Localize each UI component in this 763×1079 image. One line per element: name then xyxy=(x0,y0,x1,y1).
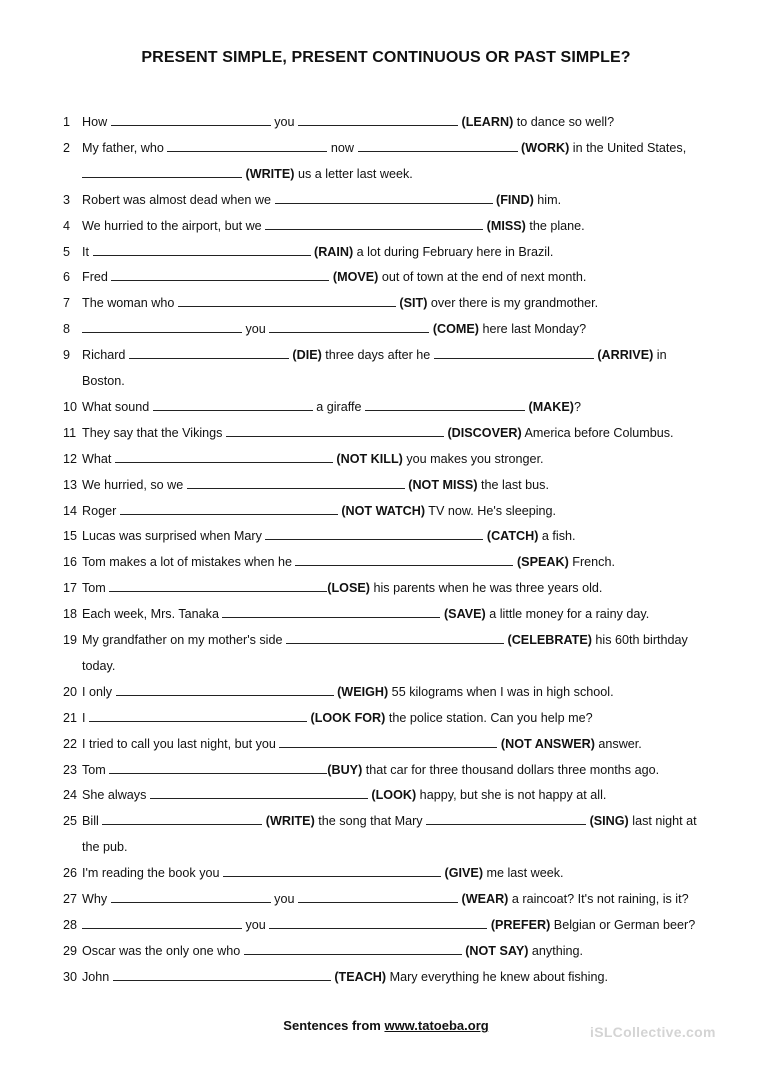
sentence-text: you xyxy=(270,115,299,129)
item-number: 7 xyxy=(63,296,71,311)
verb-prompt: (WEAR) xyxy=(461,892,509,906)
answer-blank[interactable] xyxy=(93,245,311,256)
answer-blank[interactable] xyxy=(223,866,441,877)
sentence-text: a lot during February here in Brazil. xyxy=(353,244,554,259)
sentence-text: We hurried to the airport, but we xyxy=(82,218,266,233)
exercise-item xyxy=(63,580,602,596)
sentence-text: Why xyxy=(82,892,111,906)
answer-blank[interactable] xyxy=(295,555,513,566)
item-number: 23 xyxy=(63,762,78,777)
answer-blank[interactable] xyxy=(286,633,504,644)
answer-blank[interactable] xyxy=(109,763,327,774)
sentence-text: a little money for a rainy day. xyxy=(485,607,650,622)
footer-prefix: Sentences from xyxy=(283,1018,385,1033)
sentence-text: his parents when he was three years old. xyxy=(369,581,603,596)
exercise-item-continuation xyxy=(63,839,128,855)
item-number: 30 xyxy=(63,969,78,984)
item-number: 11 xyxy=(63,425,77,440)
exercise-item xyxy=(63,554,615,570)
answer-blank[interactable] xyxy=(187,478,405,489)
item-number: 15 xyxy=(63,529,78,544)
answer-blank[interactable] xyxy=(226,426,444,437)
verb-prompt: (DISCOVER) xyxy=(447,425,522,440)
sentence-text: you xyxy=(270,892,298,906)
sentence-text: Tom xyxy=(82,581,110,596)
exercise-item-continuation xyxy=(63,166,413,182)
answer-blank[interactable] xyxy=(129,348,289,359)
item-number: 10 xyxy=(63,399,78,414)
verb-prompt: (BUY) xyxy=(327,762,363,777)
answer-blank[interactable] xyxy=(109,581,327,592)
exercise-item xyxy=(63,736,642,752)
exercise-item xyxy=(63,917,695,933)
sentence-text: What sound xyxy=(82,399,153,414)
verb-prompt: (NOT WATCH) xyxy=(341,503,426,518)
item-number: 21 xyxy=(63,710,78,725)
verb-prompt: (LOOK) xyxy=(371,788,417,803)
verb-prompt: (FIND) xyxy=(496,192,534,207)
sentence-text: John xyxy=(82,969,113,984)
answer-blank[interactable] xyxy=(116,685,334,696)
exercise-item xyxy=(63,321,586,337)
sentence-text: Roger xyxy=(82,503,120,518)
item-number: 26 xyxy=(63,866,78,881)
exercise-item-continuation xyxy=(63,658,115,674)
sentence-text: It xyxy=(82,244,93,259)
answer-blank[interactable] xyxy=(115,452,333,463)
verb-prompt: (LEARN) xyxy=(461,115,514,129)
verb-prompt: (MISS) xyxy=(486,218,526,233)
answer-blank[interactable] xyxy=(150,788,368,799)
verb-prompt: (WRITE) xyxy=(265,814,315,829)
sentence-text: the song that Mary xyxy=(314,814,427,829)
sentence-text: here last Monday? xyxy=(478,322,587,337)
sentence-text: today. xyxy=(82,658,116,673)
exercise-item xyxy=(63,787,606,803)
sentence-text: now xyxy=(327,140,358,155)
answer-blank[interactable] xyxy=(275,193,493,204)
sentence-text: How xyxy=(82,115,111,129)
sentence-text: you xyxy=(242,917,270,932)
verb-prompt: (WRITE) xyxy=(245,166,295,181)
verb-prompt: (SIT) xyxy=(399,296,428,311)
sentence-text: the pub. xyxy=(82,840,128,855)
item-number: 14 xyxy=(63,503,78,518)
sentence-text: answer. xyxy=(594,736,642,751)
sentence-text: a raincoat? It's not raining, is it? xyxy=(508,892,689,906)
answer-blank[interactable] xyxy=(120,504,338,515)
answer-blank[interactable] xyxy=(269,918,487,929)
verb-prompt: (WORK) xyxy=(521,140,570,155)
sentence-text: the police station. Can you help me? xyxy=(385,710,593,725)
answer-blank[interactable] xyxy=(279,737,497,748)
answer-blank[interactable] xyxy=(82,167,242,178)
answer-blank[interactable] xyxy=(82,322,242,333)
verb-prompt: (SING) xyxy=(589,814,629,829)
answer-blank[interactable] xyxy=(178,296,396,307)
sentence-text: his 60th birthday xyxy=(591,633,688,647)
answer-blank[interactable] xyxy=(222,607,440,618)
item-number: 20 xyxy=(63,684,78,699)
exercise-item xyxy=(63,295,598,311)
verb-prompt: (DIE) xyxy=(292,348,322,363)
sentence-text: me last week. xyxy=(483,866,564,881)
answer-blank[interactable] xyxy=(365,400,525,411)
source-link[interactable]: www.tatoeba.org xyxy=(384,1018,489,1033)
sentence-text: to dance so well? xyxy=(513,115,615,129)
verb-prompt: (NOT ANSWER) xyxy=(500,736,595,751)
exercise-item xyxy=(63,943,583,959)
sentence-text: him. xyxy=(533,192,562,207)
sentence-text: Fred xyxy=(82,270,112,285)
verb-prompt: (COME) xyxy=(432,322,479,337)
exercise-item xyxy=(63,399,581,415)
item-number: 2 xyxy=(63,140,71,155)
exercise-item xyxy=(63,684,614,700)
exercise-item xyxy=(63,865,564,881)
verb-prompt: (SPEAK) xyxy=(516,555,569,570)
answer-blank[interactable] xyxy=(82,918,242,929)
exercise-item xyxy=(63,269,586,285)
sentence-text: My grandfather on my mother's side xyxy=(82,633,286,647)
item-number: 18 xyxy=(63,607,78,622)
sentence-text: She always xyxy=(82,788,150,803)
verb-prompt: (CELEBRATE) xyxy=(507,633,592,647)
item-number: 5 xyxy=(63,244,71,259)
verb-prompt: (MAKE) xyxy=(528,399,574,414)
answer-blank[interactable] xyxy=(244,944,462,955)
item-number: 19 xyxy=(63,633,78,647)
item-number: 1 xyxy=(63,115,71,129)
answer-blank[interactable] xyxy=(89,711,307,722)
sentence-text: 55 kilograms when I was in high school. xyxy=(388,684,614,699)
verb-prompt: (WEIGH) xyxy=(337,684,389,699)
verb-prompt: (NOT MISS) xyxy=(408,477,478,492)
exercise-item xyxy=(63,451,544,467)
sentence-text: last night at xyxy=(628,814,697,829)
sentence-text: happy, but she is not happy at all. xyxy=(416,788,607,803)
answer-blank[interactable] xyxy=(434,348,594,359)
item-number: 9 xyxy=(63,348,71,363)
exercise-item xyxy=(63,503,556,519)
item-number: 28 xyxy=(63,917,78,932)
sentence-text: I only xyxy=(82,684,116,699)
answer-blank[interactable] xyxy=(111,270,329,281)
exercise-item xyxy=(63,192,561,208)
exercise-item xyxy=(63,969,608,985)
exercise-item xyxy=(63,114,614,130)
verb-prompt: (ARRIVE) xyxy=(597,348,654,363)
verb-prompt: (MOVE) xyxy=(332,270,379,285)
sentence-text: us a letter last week. xyxy=(294,166,413,181)
exercise-item xyxy=(63,710,593,726)
sentence-text: I xyxy=(82,710,89,725)
item-number: 24 xyxy=(63,788,78,803)
exercise-item xyxy=(63,762,659,778)
verb-prompt: (TEACH) xyxy=(334,969,387,984)
sentence-text: three days after he xyxy=(321,348,434,363)
verb-prompt: (SAVE) xyxy=(443,607,486,622)
worksheet-title: PRESENT SIMPLE, PRESENT CONTINUOUS OR PAST SIMPLE? xyxy=(141,49,631,66)
item-number: 29 xyxy=(63,943,78,958)
sentence-text: We hurried, so we xyxy=(82,477,187,492)
answer-blank[interactable] xyxy=(265,529,483,540)
item-number: 22 xyxy=(63,736,78,751)
sentence-text: Bill xyxy=(82,814,103,829)
sentence-text: Mary everything he knew about fishing. xyxy=(386,969,608,984)
sentence-text: Tom makes a lot of mistakes when he xyxy=(82,555,296,570)
item-number: 17 xyxy=(63,581,78,596)
exercise-item xyxy=(63,813,697,829)
exercise-item xyxy=(63,477,549,493)
exercise-item xyxy=(63,606,649,622)
sentence-text: anything. xyxy=(528,943,584,958)
answer-blank[interactable] xyxy=(111,115,271,126)
verb-prompt: (CATCH) xyxy=(486,529,539,544)
verb-prompt: (RAIN) xyxy=(314,244,354,259)
answer-blank[interactable] xyxy=(167,141,327,152)
exercise-item xyxy=(63,632,688,648)
sentence-text: My father, who xyxy=(82,140,168,155)
verb-prompt: (LOSE) xyxy=(327,581,370,596)
sentence-text: ? xyxy=(573,399,581,414)
sentence-text: in the United States, xyxy=(569,140,687,155)
sentence-text: a fish. xyxy=(538,529,576,544)
answer-blank[interactable] xyxy=(111,892,271,903)
exercise-item xyxy=(63,218,585,234)
answer-blank[interactable] xyxy=(269,322,429,333)
item-number: 12 xyxy=(63,451,78,466)
sentence-text: Each week, Mrs. Tanaka xyxy=(82,607,223,622)
sentence-text: The woman who xyxy=(82,296,178,311)
verb-prompt: (NOT SAY) xyxy=(465,943,529,958)
answer-blank[interactable] xyxy=(102,814,262,825)
sentence-text: French. xyxy=(568,555,615,570)
sentence-text: Oscar was the only one who xyxy=(82,943,244,958)
sentence-text: I'm reading the book you xyxy=(82,866,224,881)
exercise-item xyxy=(63,891,689,907)
answer-blank[interactable] xyxy=(113,970,331,981)
site-watermark: iSLCollective.com xyxy=(590,1024,716,1040)
sentence-text: in xyxy=(653,348,667,363)
sentence-text: out of town at the end of next month. xyxy=(378,270,587,285)
exercise-item xyxy=(63,425,674,441)
exercise-item xyxy=(63,244,553,260)
sentence-text: Lucas was surprised when Mary xyxy=(82,529,266,544)
answer-blank[interactable] xyxy=(153,400,313,411)
exercise-item xyxy=(63,528,576,544)
answer-blank[interactable] xyxy=(358,141,518,152)
item-number: 3 xyxy=(63,192,71,207)
sentence-text: Boston. xyxy=(82,374,125,388)
answer-blank[interactable] xyxy=(426,814,586,825)
sentence-text: Tom xyxy=(82,762,110,777)
sentence-text: the last bus. xyxy=(477,477,549,492)
sentence-text: They say that the Vikings xyxy=(82,425,226,440)
item-number: 16 xyxy=(63,555,78,570)
sentence-text: Robert was almost dead when we xyxy=(82,192,275,207)
sentence-text: you makes you stronger. xyxy=(402,451,544,466)
verb-prompt: (NOT KILL) xyxy=(336,451,403,466)
sentence-text: What xyxy=(82,451,115,466)
exercise-item xyxy=(63,347,667,363)
verb-prompt: (PREFER) xyxy=(490,917,551,932)
verb-prompt: (GIVE) xyxy=(444,866,484,881)
item-number: 8 xyxy=(63,322,71,337)
answer-blank[interactable] xyxy=(265,219,483,230)
answer-blank[interactable] xyxy=(298,115,458,126)
sentence-text: a giraffe xyxy=(312,399,365,414)
sentence-text: America before Columbus. xyxy=(521,425,674,440)
sentence-text: you xyxy=(242,322,270,337)
verb-prompt: (LOOK FOR) xyxy=(310,710,386,725)
item-number: 13 xyxy=(63,477,78,492)
item-number: 4 xyxy=(63,218,71,233)
sentence-text: TV now. He's sleeping. xyxy=(425,503,557,518)
sentence-text: that car for three thousand dollars three months ago. xyxy=(362,762,660,777)
sentence-text: the plane. xyxy=(525,218,585,233)
sentence-text: I tried to call you last night, but you xyxy=(82,736,280,751)
exercise-item-continuation xyxy=(63,373,125,389)
item-number: 27 xyxy=(63,892,78,906)
sentence-text: over there is my grandmother. xyxy=(427,296,599,311)
sentence-text: Belgian or German beer? xyxy=(550,917,696,932)
item-number: 6 xyxy=(63,270,71,285)
sentence-text: Richard xyxy=(82,348,129,363)
item-number: 25 xyxy=(63,814,78,829)
exercise-item xyxy=(63,140,686,156)
answer-blank[interactable] xyxy=(298,892,458,903)
